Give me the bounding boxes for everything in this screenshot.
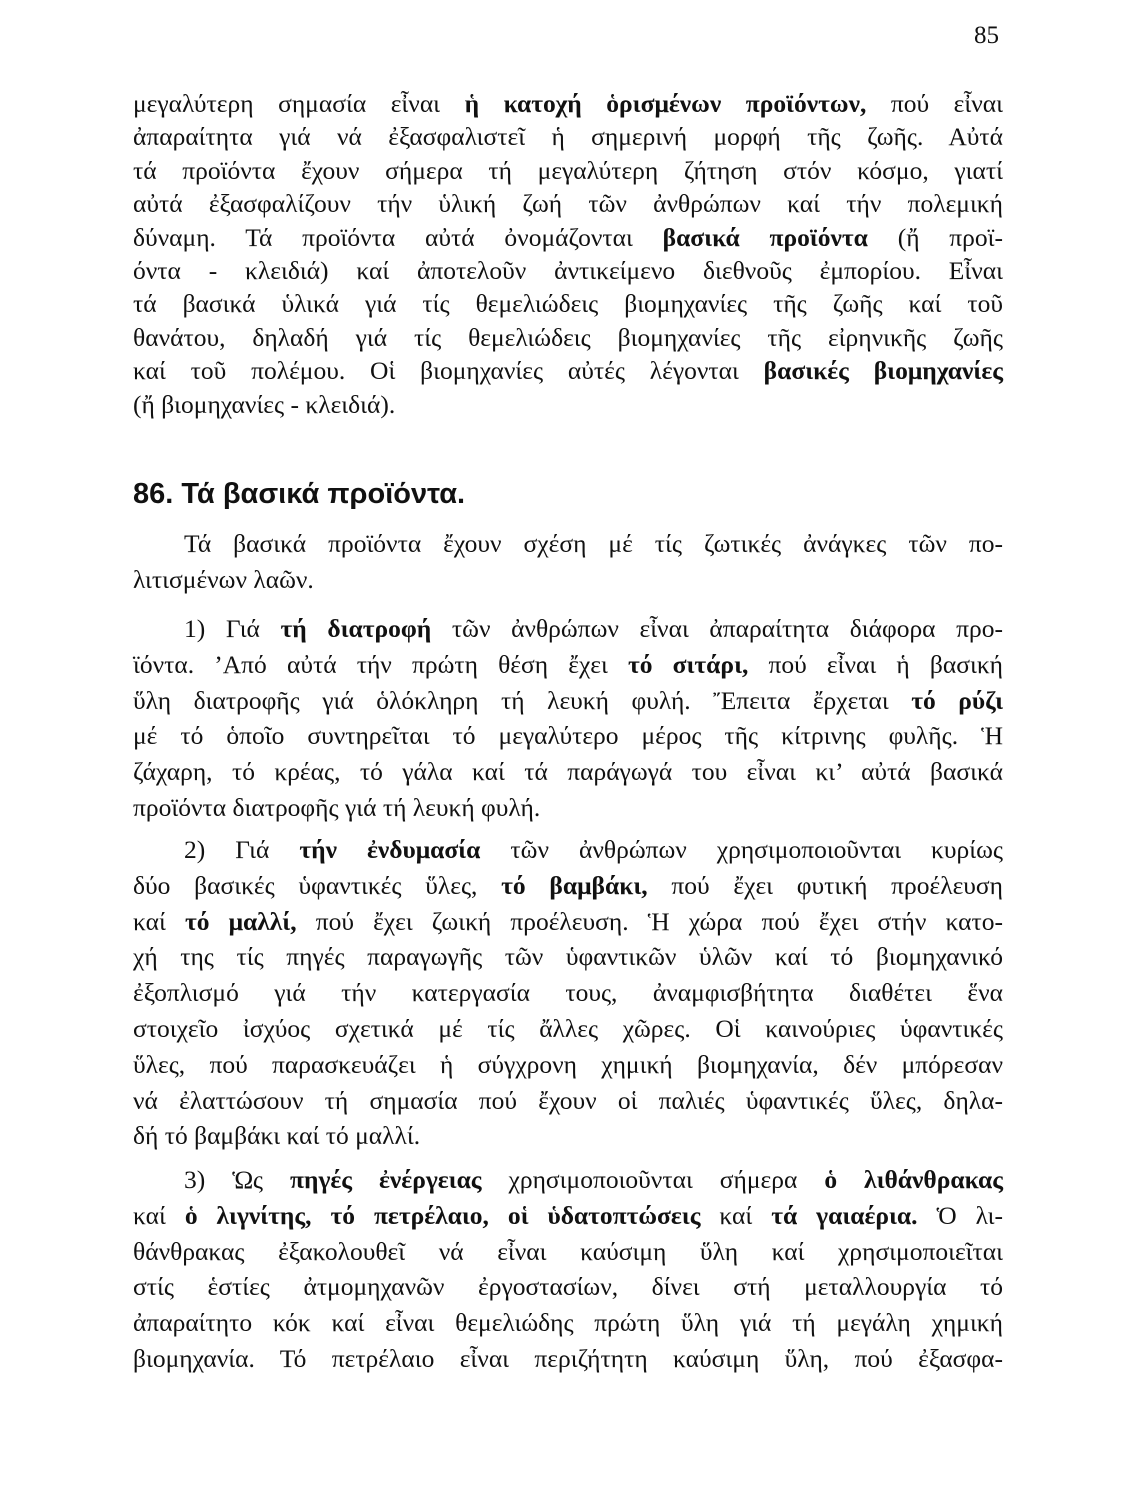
text-run: βιομηχανία. Τό πετρέλαιο εἶναι περιζήτητη καύσιμη ὕλη, πού ἐξασφα- — [133, 1344, 1003, 1373]
section-heading: 86. Τά βασικά προϊόντα. — [133, 478, 466, 510]
text-line — [133, 648, 1003, 682]
text-line — [133, 791, 1003, 825]
text-run: (ἤ βιομηχανίες - κλειδιά). — [133, 389, 396, 419]
text-run: καί τοῦ πολέμου. Οἱ βιομηχανίες αὐτές λέγονται — [133, 356, 764, 386]
text-line — [133, 1199, 1003, 1233]
text-line — [133, 187, 1003, 221]
text-run: τά προϊόντα ἔχουν σήμερα τή μεγαλύτερη ζήτηση στόν κόσμο, γιατί — [133, 155, 1003, 185]
text-run: αὐτά ἐξασφαλίζουν τήν ὑλική ζωή τῶν ἀνθρώπων καί τήν πολεμική — [133, 189, 1003, 219]
text-run: (ἤ προϊ- — [867, 222, 1004, 252]
text-line — [133, 527, 1003, 561]
text-line — [133, 1306, 1003, 1340]
text-run: ζάχαρη, τό κρέας, τό γάλα καί τά παράγωγά του εἶναι κι’ αὐτά βασικά — [133, 757, 1003, 787]
text-line — [133, 1012, 1003, 1046]
text-run: 1) Γιά — [133, 614, 281, 643]
text-run: τῶν ἀνθρώπων χρησιμοποιοῦνται κυρίως — [480, 835, 1004, 864]
text-run: Τά βασικά προϊόντα ἔχουν σχέση μέ τίς ζωτικές ἀνάγκες τῶν πο- — [133, 529, 1003, 558]
text-run: θανάτου, δηλαδή γιά τίς θεμελιώδεις βιομηχανίες τῆς εἰρηνικῆς ζωῆς — [133, 322, 1003, 352]
text-line — [133, 1084, 1003, 1118]
text-run: στοιχεῖο ἰσχύος σχετικά μέ τίς ἄλλες χῶρες. Οἱ καινούριες ὑφαντικές — [133, 1014, 1003, 1043]
text-line — [133, 563, 1003, 597]
text-run: θάνθρακας ἐξακολουθεῖ νά εἶναι καύσιμη ὕλη καί χρησιμοποιεῖται — [133, 1236, 1003, 1266]
text-run: μέ τό ὁποῖο συντηρεῖται τό μεγαλύτερο μέρος τῆς κίτρινης φυλῆς. Ἡ — [133, 721, 1003, 751]
text-run: 3) Ὡς — [133, 1165, 290, 1194]
text-line — [133, 719, 1003, 753]
text-run: ἀπαραίτητο κόκ καί εἶναι θεμελιώδης πρώτη ὕλη γιά τή μεγάλη χημική — [133, 1308, 1003, 1338]
text-line — [133, 833, 1003, 867]
text-line — [133, 221, 1003, 255]
bold-term: τό ρύζι — [911, 685, 1003, 715]
text-line — [133, 354, 1003, 388]
text-run: 2) Γιά — [133, 835, 300, 864]
text-run: χρησιμοποιοῦνται σήμερα — [481, 1165, 825, 1194]
bold-term: βασικές βιομηχανίες — [763, 356, 1003, 386]
text-run: Ὁ λι- — [917, 1200, 1003, 1230]
text-run: δύναμη. Τά προϊόντα αὐτά ὀνομάζονται — [133, 222, 663, 252]
text-run: όντα - κλειδιά) καί ἀποτελοῦν ἀντικείμενο διεθνοῦς ἐμπορίου. Εἶναι — [133, 256, 1003, 285]
text-line — [133, 684, 1003, 718]
bold-term: ἡ κατοχή ὁρισμένων προϊόντων, — [464, 89, 867, 118]
text-line — [133, 87, 1003, 121]
text-line — [133, 1270, 1003, 1304]
text-run: δή τό βαμβάκι καί τό μαλλί. — [133, 1121, 421, 1151]
text-run: ἀπαραίτητα γιά νά ἐξασφαλιστεῖ ἡ σημερινή μορφή τῆς ζωῆς. Αὐτά — [133, 122, 1003, 152]
bold-term: ὁ λιγνίτης, τό πετρέλαιο, οἱ ὑδατοπτώσεις — [184, 1200, 701, 1230]
text-line — [133, 1163, 1003, 1197]
text-run: νά ἐλαττώσουν τή σημασία πού ἔχουν οἱ παλιές ὑφαντικές ὕλες, δηλα- — [133, 1085, 1003, 1115]
text-line — [133, 1342, 1003, 1376]
page-number: 85 — [974, 22, 999, 49]
text-run: ὕλες, πού παρασκευάζει ἡ σύγχρονη χημική βιομηχανία, δέν μπόρεσαν — [133, 1049, 1003, 1079]
text-line — [133, 612, 1003, 646]
text-line — [133, 869, 1003, 903]
bold-term: πηγές ἐνέργειας — [290, 1165, 482, 1194]
text-run: λιτισμένων λαῶν. — [133, 565, 314, 594]
text-line — [133, 154, 1003, 188]
text-run: ὕλη διατροφῆς γιά ὁλόκληρη τή λευκή φυλή. Ἔπειτα ἔρχεται — [133, 685, 912, 715]
bold-term: τό μαλλί, — [184, 906, 297, 936]
text-line — [133, 1119, 1003, 1153]
bold-term: τό σιτάρι, — [628, 649, 749, 679]
bold-term: τή διατροφή — [280, 614, 432, 643]
text-line — [133, 755, 1003, 789]
text-line — [133, 1048, 1003, 1082]
text-run: καί — [133, 1200, 185, 1230]
text-run: καί — [133, 906, 185, 936]
text-run: προϊόντα διατροφῆς γιά τή λευκή φυλή. — [133, 793, 541, 822]
text-run: πού ἔχει ζωική προέλευση. Ἡ χώρα πού ἔχει στήν κατο- — [296, 906, 1003, 936]
text-run: δύο βασικές ὑφαντικές ὕλες, — [133, 870, 502, 900]
text-line — [133, 321, 1003, 355]
text-line — [133, 254, 1003, 288]
bold-term: τό βαμβάκι, — [501, 870, 648, 900]
text-run: πού εἶναι — [866, 89, 1003, 118]
text-line — [133, 976, 1003, 1010]
text-line — [133, 287, 1003, 321]
text-line — [133, 940, 1003, 974]
text-run: ἐξοπλισμό γιά τήν κατεργασία τους, ἀναμφισβήτητα διαθέτει ἕνα — [133, 978, 1003, 1008]
bold-term: τήν ἐνδυμασία — [299, 835, 481, 864]
text-line — [133, 120, 1003, 154]
text-run: πού ἔχει φυτική προέλευση — [647, 870, 1004, 900]
text-run: καί — [700, 1200, 772, 1230]
bold-term: ὁ λιθάνθρακας — [824, 1165, 1004, 1194]
text-run: τά βασικά ὑλικά γιά τίς θεμελιώδεις βιομηχανίες τῆς ζωῆς καί τοῦ — [133, 289, 1003, 319]
bold-term: τά γαιαέρια. — [771, 1200, 918, 1230]
text-run: μεγαλύτερη σημασία εἶναι — [133, 89, 465, 118]
text-run: πού εἶναι ἡ βασική — [748, 649, 1003, 679]
text-run: τῶν ἀνθρώπων εἶναι ἀπαραίτητα διάφορα προ- — [431, 614, 1003, 643]
bold-term: βασικά προϊόντα — [662, 222, 868, 252]
text-run: χή της τίς πηγές παραγωγῆς τῶν ὑφαντικῶν ὑλῶν καί τό βιομηχανικό — [133, 942, 1003, 972]
text-line — [133, 388, 1003, 422]
text-run: ϊόντα. ’Από αὐτά τήν πρώτη θέση ἔχει — [133, 649, 628, 679]
text-run: στίς ἑστίες ἀτμομηχανῶν ἐργοστασίων, δίνει στή μεταλλουργία τό — [133, 1272, 1003, 1302]
text-line — [133, 905, 1003, 939]
text-line — [133, 1235, 1003, 1269]
